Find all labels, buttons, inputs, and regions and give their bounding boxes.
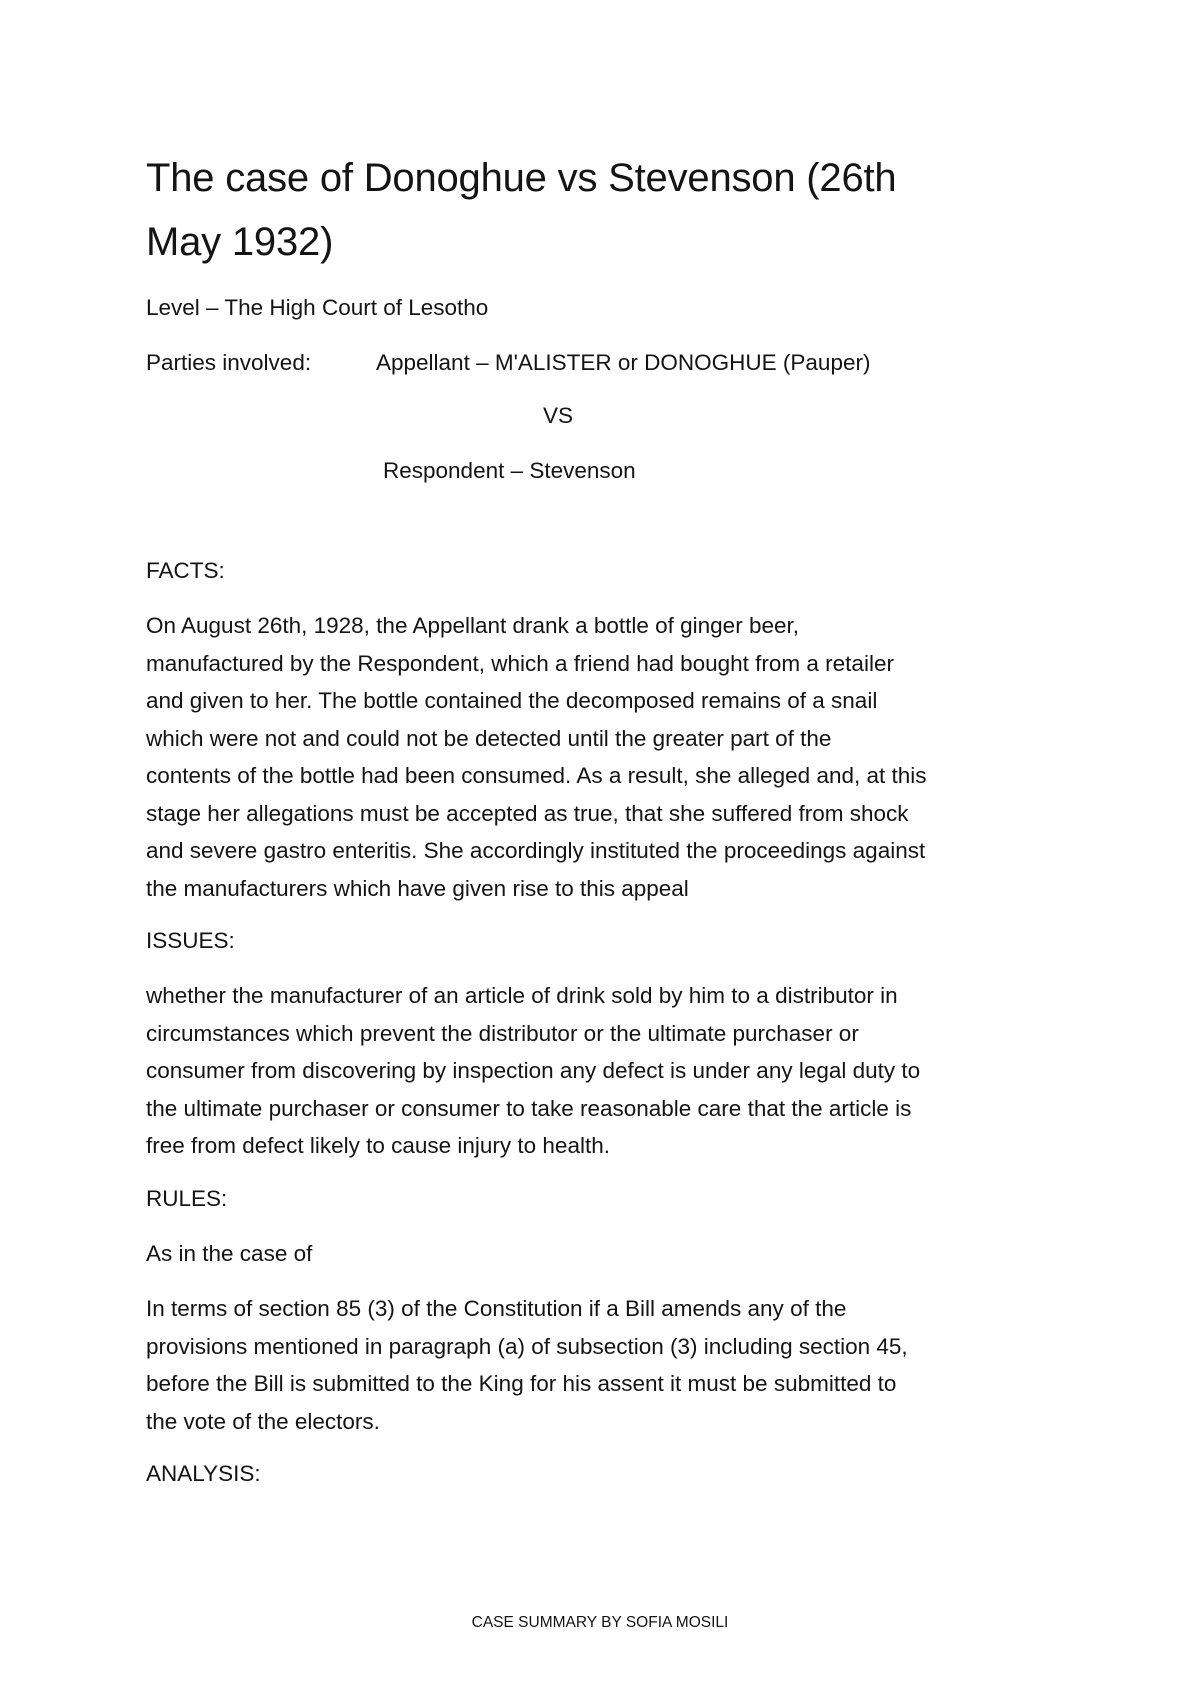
issues-paragraph [146, 977, 1076, 1165]
title-line-1: The case of Donoghue vs Stevenson (26th [146, 156, 897, 200]
title-line-2: May 1932) [146, 220, 334, 264]
facts-line: and given to her. The bottle contained the decomposed remains of a snail [146, 688, 878, 713]
appellant: Appellant – M'ALISTER or DONOGHUE (Pauper) [376, 350, 871, 375]
issues-line: consumer from discovering by inspection any defect is under any legal duty to [146, 1058, 921, 1083]
rules-line: the vote of the electors. [146, 1408, 380, 1434]
rules-line: before the Bill is submitted to the King for his assent it must be submitted to [146, 1371, 897, 1396]
rules-heading: RULES: [146, 1186, 228, 1211]
issues-line: the ultimate purchaser or consumer to take reasonable care that the article is [146, 1095, 912, 1121]
facts-line: stage her allegations must be accepted as true, that she suffered from shock [146, 800, 909, 826]
issues-line: circumstances which prevent the distributor or the ultimate purchaser or [146, 1020, 859, 1046]
parties-label: Parties involved: [146, 350, 312, 375]
rules-intro: As in the case of [146, 1241, 313, 1266]
facts-line: manufactured by the Respondent, which a friend had bought from a retailer [146, 650, 894, 676]
versus: VS [543, 403, 574, 428]
rules-line: In terms of section 85 (3) of the Constitution if a Bill amends any of the [146, 1296, 847, 1321]
facts-line: which were not and could not be detected until the greater part of the [146, 725, 832, 751]
issues-heading: ISSUES: [146, 928, 235, 953]
document-title [146, 146, 1046, 274]
rules-line: provisions mentioned in paragraph (a) of subsection (3) including section 45, [146, 1333, 908, 1359]
facts-paragraph [146, 607, 1076, 907]
issues-line: free from defect likely to cause injury to health. [146, 1133, 610, 1158]
facts-line: the manufacturers which have given rise to this appeal [146, 875, 689, 901]
facts-line: and severe gastro enteritis. She accordingly instituted the proceedings against [146, 838, 926, 863]
facts-heading: FACTS: [146, 558, 225, 583]
facts-line: contents of the bottle had been consumed. As a result, she alleged and, at this [146, 763, 927, 788]
facts-line: On August 26th, 1928, the Appellant drank a bottle of ginger beer, [146, 613, 799, 638]
respondent: Respondent – Stevenson [383, 458, 636, 483]
rules-paragraph [146, 1290, 1076, 1440]
analysis-heading: ANALYSIS: [146, 1461, 261, 1486]
page-footer: CASE SUMMARY BY SOFIA MOSILI [471, 1614, 729, 1631]
issues-line: whether the manufacturer of an article of drink sold by him to a distributor in [146, 983, 898, 1008]
court-level: Level – The High Court of Lesotho [146, 295, 489, 320]
